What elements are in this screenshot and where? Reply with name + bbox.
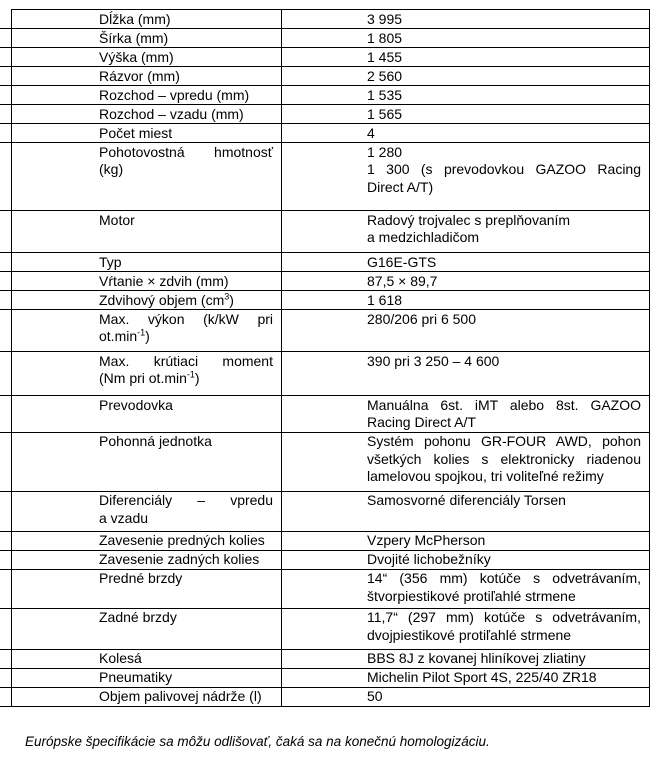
spec-label: Rozchod – vzadu (mm) <box>99 105 244 122</box>
row-gutter <box>0 492 11 531</box>
spec-value-cell <box>281 211 649 252</box>
spec-label: Pneumatiky <box>99 669 173 685</box>
spec-value-cell <box>281 669 649 687</box>
spec-value: 390 pri 3 250 – 4 600 <box>367 352 500 369</box>
spec-row <box>0 432 649 491</box>
row-gutter <box>0 124 11 142</box>
spec-label: Výška (mm) <box>99 48 174 65</box>
spec-label: Max. výkon (k/kW pri <box>99 310 273 327</box>
spec-label-cell <box>11 124 281 142</box>
spec-label: Prevodovka <box>99 396 173 413</box>
spec-label: Motor <box>99 211 135 228</box>
spec-value: 4 <box>367 124 375 141</box>
spec-value-cell <box>281 29 649 47</box>
spec-value: Vzpery McPherson <box>367 532 486 548</box>
spec-value: BBS 8J z kovanej hliníkovej zliatiny <box>367 650 586 666</box>
spec-value: lamelovou spojkou, tri voliteľné režimy <box>367 468 604 484</box>
spec-value-cell <box>281 532 649 550</box>
row-gutter <box>0 9 11 28</box>
spec-value-cell <box>281 688 649 706</box>
row-gutter <box>0 570 11 608</box>
spec-label: Dĺžka (mm) <box>99 10 171 27</box>
spec-label-cell <box>11 48 281 66</box>
spec-value-cell <box>281 310 649 351</box>
spec-value: 1 535 <box>367 86 403 103</box>
spec-value-cell <box>281 396 649 432</box>
spec-row <box>0 608 649 649</box>
specs-table <box>0 9 650 707</box>
row-gutter <box>0 143 11 210</box>
spec-label-cell <box>11 650 281 668</box>
spec-value-cell <box>281 570 649 608</box>
spec-value-cell <box>281 352 649 395</box>
row-gutter <box>0 396 11 432</box>
spec-row <box>0 210 649 252</box>
row-gutter <box>0 352 11 395</box>
row-gutter <box>0 310 11 351</box>
spec-label: Rázvor (mm) <box>99 67 180 84</box>
spec-value-cell <box>281 143 649 210</box>
row-gutter <box>0 67 11 85</box>
spec-value: Radový trojvalec s preplňovaním <box>367 211 571 228</box>
row-gutter <box>0 609 11 649</box>
spec-value: 1 805 <box>367 29 403 46</box>
row-gutter <box>0 86 11 104</box>
spec-value-cell <box>281 253 649 271</box>
spec-label-cell <box>11 609 281 649</box>
spec-row <box>0 668 649 687</box>
spec-row <box>0 123 649 142</box>
spec-value: 1 300 (s prevodovkou GAZOO Racing <box>367 161 641 177</box>
spec-value: 1 618 <box>367 291 403 308</box>
row-gutter <box>0 688 11 706</box>
spec-label-cell <box>11 396 281 432</box>
spec-value-cell <box>281 48 649 66</box>
spec-label: Šírka (mm) <box>99 29 169 46</box>
spec-label-cell <box>11 492 281 531</box>
spec-row <box>0 569 649 608</box>
spec-label: (kg) <box>99 161 124 177</box>
label-text: Zdvihový objem (cm <box>99 291 225 308</box>
spec-row <box>0 28 649 47</box>
spec-value: 1 280 <box>367 143 403 160</box>
spec-row <box>0 271 649 290</box>
spec-value: 1 565 <box>367 105 403 122</box>
spec-value: Michelin Pilot Sport 4S, 225/40 ZR18 <box>367 669 597 685</box>
spec-value: Samosvorné diferenciály Torsen <box>367 492 566 508</box>
spec-row <box>0 47 649 66</box>
spec-label: Typ <box>99 253 122 270</box>
spec-label: Počet miest <box>99 124 173 141</box>
spec-value-cell <box>281 9 649 28</box>
spec-value-cell <box>281 272 649 290</box>
spec-row <box>0 395 649 432</box>
spec-label-cell <box>11 433 281 491</box>
spec-row <box>0 550 649 569</box>
label-superscript: 3 <box>224 290 230 301</box>
spec-label-cell <box>11 551 281 569</box>
spec-row <box>0 309 649 351</box>
spec-row <box>0 491 649 531</box>
spec-value: 1 455 <box>367 48 403 65</box>
spec-label-cell <box>11 570 281 608</box>
spec-value-cell <box>281 86 649 104</box>
row-gutter <box>0 532 11 550</box>
spec-label: Pohonná jednotka <box>99 433 212 449</box>
row-gutter <box>0 433 11 491</box>
spec-label: Zavesenie zadných kolies <box>99 551 260 567</box>
spec-label-cell <box>11 291 281 309</box>
spec-value-cell <box>281 291 649 309</box>
spec-label: Zavesenie predných kolies <box>99 532 265 548</box>
spec-row <box>0 351 649 395</box>
spec-value: 3 995 <box>367 10 403 27</box>
spec-value: Systém pohonu GR-FOUR AWD, pohon <box>367 433 641 449</box>
spec-value: Direct A/T) <box>367 178 434 195</box>
spec-row <box>0 290 649 309</box>
spec-value-cell <box>281 124 649 142</box>
spec-label-cell <box>11 532 281 550</box>
spec-label-cell <box>11 272 281 290</box>
spec-value: dvojpiestikové protiľahlé strmene <box>367 626 572 643</box>
spec-row <box>0 85 649 104</box>
spec-value: štvorpiestikové protiľahlé strmene <box>367 587 576 604</box>
spec-row <box>0 9 649 28</box>
spec-value: Manuálna 6st. iMT alebo 8st. GAZOO <box>367 396 641 413</box>
label-superscript: -1 <box>186 369 195 380</box>
spec-value: a medzichladičom <box>367 229 480 245</box>
row-gutter <box>0 551 11 569</box>
row-gutter <box>0 253 11 271</box>
spec-label <box>99 370 273 388</box>
spec-value: 2 560 <box>367 67 403 84</box>
label-text: ) <box>145 328 150 344</box>
spec-value-cell <box>281 551 649 569</box>
spec-label: Vŕtanie × zdvih (mm) <box>99 272 229 289</box>
spec-value-cell <box>281 609 649 649</box>
footnote: Európske špecifikácie sa môžu odlišovať, čaká sa na konečnú homologizáciu. <box>25 733 490 749</box>
spec-value: 87,5 × 89,7 <box>367 272 438 289</box>
spec-label-cell <box>11 105 281 123</box>
spec-label-cell <box>11 29 281 47</box>
spec-value-cell <box>281 67 649 85</box>
label-text: (Nm pri ot.min <box>99 370 187 386</box>
spec-value-cell <box>281 433 649 491</box>
row-gutter <box>0 291 11 309</box>
row-gutter <box>0 29 11 47</box>
spec-label-cell <box>11 86 281 104</box>
spec-value: 50 <box>367 688 383 704</box>
row-gutter <box>0 48 11 66</box>
spec-value: G16E-GTS <box>367 253 437 270</box>
spec-row <box>0 531 649 550</box>
row-gutter <box>0 105 11 123</box>
spec-value: všetkých kolies s elektronicky riadenou <box>367 450 641 467</box>
spec-value: 280/206 pri 6 500 <box>367 310 476 327</box>
spec-label: Objem palivovej nádrže (l) <box>99 688 262 704</box>
row-gutter <box>0 669 11 687</box>
row-gutter <box>0 272 11 290</box>
spec-label <box>99 292 273 310</box>
spec-row <box>0 66 649 85</box>
label-superscript: -1 <box>137 327 146 338</box>
row-gutter <box>0 650 11 668</box>
spec-value: Racing Direct A/T <box>367 414 476 430</box>
spec-label: Max. krútiaci moment <box>99 352 273 369</box>
spec-label-cell <box>11 67 281 85</box>
spec-label-cell <box>11 253 281 271</box>
spec-label: Zadné brzdy <box>99 609 177 625</box>
spec-label-cell <box>11 688 281 706</box>
spec-row <box>0 649 649 668</box>
spec-label: Kolesá <box>99 650 142 666</box>
spec-label <box>99 328 273 346</box>
spec-label-cell <box>11 9 281 28</box>
spec-label: Pohotovostná hmotnosť <box>99 143 273 160</box>
spec-label-cell <box>11 310 281 351</box>
spec-value: 14“ (356 mm) kotúče s odvetrávaním, <box>367 570 641 586</box>
spec-row <box>0 252 649 271</box>
spec-label-cell <box>11 352 281 395</box>
spec-row <box>0 687 649 706</box>
spec-value-cell <box>281 105 649 123</box>
label-text: ) <box>194 370 200 386</box>
row-gutter <box>0 211 11 252</box>
spec-label-cell <box>11 669 281 687</box>
spec-value-cell <box>281 650 649 668</box>
spec-label: Rozchod – vpredu (mm) <box>99 86 250 103</box>
spec-value: Dvojité lichobežníky <box>367 551 491 567</box>
spec-row <box>0 142 649 210</box>
spec-label: Predné brzdy <box>99 570 183 586</box>
spec-label-cell <box>11 211 281 252</box>
spec-row <box>0 104 649 123</box>
label-text: ot.min <box>99 328 138 344</box>
spec-label: a vzadu <box>99 509 149 526</box>
spec-value: 11,7“ (297 mm) kotúče s odvetrávaním, <box>367 609 641 625</box>
spec-value-cell <box>281 492 649 531</box>
spec-label-cell <box>11 143 281 210</box>
spec-label: Diferenciály – vpredu <box>99 492 273 508</box>
label-text: ) <box>229 291 234 308</box>
